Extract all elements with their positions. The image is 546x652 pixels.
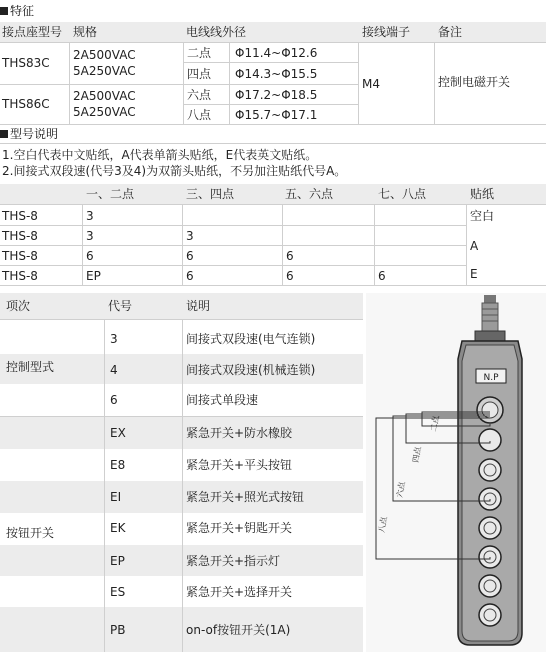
codes-group-control: 控制型式	[6, 360, 55, 374]
model-row1-sticker: 空白	[470, 209, 495, 223]
features-model-ths86c: THS86C	[2, 97, 50, 111]
codes-code-6: 6	[110, 393, 118, 407]
model-header-78: 七、八点	[378, 187, 427, 201]
features-heading: 特征	[0, 2, 34, 20]
model-row4-56: 6	[286, 269, 294, 283]
model-row2-12: 3	[86, 229, 94, 243]
codes-desc-e8: 紧急开关+平头按钮	[186, 458, 293, 472]
model-row4-34: 6	[186, 269, 194, 283]
model-row1-type: THS-8	[2, 209, 38, 223]
codes-code-ep: EP	[110, 554, 125, 568]
codes-desc-3: 间接式双段速(电气连锁)	[186, 332, 316, 346]
model-row1-12: 3	[86, 209, 94, 223]
model-row3-12: 6	[86, 249, 94, 263]
features-spec-1b: 5A250VAC	[73, 64, 136, 78]
features-spec-2b: 5A250VAC	[73, 105, 136, 119]
model-row4-sticker: E	[470, 267, 478, 281]
model-row4-type: THS-8	[2, 269, 38, 283]
push-button-icon-1	[479, 429, 501, 451]
model-row4-12: EP	[86, 269, 101, 283]
features-header-spec: 规格	[73, 25, 98, 39]
codes-header-row	[0, 293, 363, 319]
codes-code-4: 4	[110, 363, 118, 377]
codes-code-ei: EI	[110, 490, 122, 504]
features-model-ths83c: THS83C	[2, 56, 50, 70]
features-spec-1a: 2A500VAC	[73, 48, 136, 62]
features-diam-8: Φ15.7~Φ17.1	[235, 108, 318, 122]
features-points-6: 六点	[187, 88, 212, 102]
model-row2-34: 3	[186, 229, 194, 243]
codes-code-e8: E8	[110, 458, 126, 472]
features-remark-value: 控制电磁开关	[438, 75, 511, 89]
model-row2-type: THS-8	[2, 229, 38, 243]
model-note-1: 1.空白代表中文贴纸，A代表单箭头贴纸，E代表英文贴纸。	[2, 148, 318, 162]
codes-group-button: 按钮开关	[6, 526, 55, 540]
push-button-icon-2	[479, 459, 501, 481]
push-button-icon-4	[479, 517, 501, 539]
codes-desc-4: 间接式双段速(机械连锁)	[186, 363, 316, 377]
label-4-points: 四点	[411, 446, 423, 464]
model-row3-56: 6	[286, 249, 294, 263]
features-points-2: 二点	[187, 46, 212, 60]
features-points-4: 四点	[187, 67, 212, 81]
codes-header-desc: 说明	[186, 299, 211, 313]
features-header-terminal: 接线端子	[362, 25, 411, 39]
model-header-56: 五、六点	[285, 187, 334, 201]
label-6-points: 六点	[395, 481, 407, 499]
codes-code-ex: EX	[110, 426, 126, 440]
model-row3-34: 6	[186, 249, 194, 263]
codes-desc-ek: 紧急开关+钥匙开关	[186, 521, 293, 535]
square-bullet-icon	[0, 130, 8, 138]
features-diam-2: Φ11.4~Φ12.6	[235, 46, 318, 60]
square-bullet-icon	[0, 7, 8, 15]
label-8-points: 八点	[377, 516, 389, 534]
model-header-34: 三、四点	[186, 187, 235, 201]
features-header-remark: 备注	[438, 25, 463, 39]
codes-desc-pb: on-of按钮开关(1A)	[186, 623, 291, 637]
pendant-diagram	[366, 293, 546, 652]
codes-desc-ei: 紧急开关+照光式按钮	[186, 490, 305, 504]
push-button-icon-6	[479, 575, 501, 597]
model-header-sticker: 贴纸	[470, 187, 495, 201]
codes-desc-es: 紧急开关+选择开关	[186, 585, 293, 599]
features-diam-6: Φ17.2~Φ18.5	[235, 88, 318, 102]
push-button-icon-7	[479, 604, 501, 626]
model-row3-type: THS-8	[2, 249, 38, 263]
features-header-model: 接点座型号	[2, 25, 63, 39]
label-2-points: 二点	[429, 415, 441, 433]
codes-code-ek: EK	[110, 521, 126, 535]
codes-desc-6: 间接式单段速	[186, 393, 259, 407]
codes-desc-ep: 紧急开关+指示灯	[186, 554, 281, 568]
model-note-2: 2.间接式双段速(代号3及4)为双箭头贴纸，不另加注贴纸代号A。	[2, 164, 347, 178]
model-desc-heading: 型号说明	[0, 125, 58, 143]
codes-header-code: 代号	[108, 299, 133, 313]
features-spec-2a: 2A500VAC	[73, 89, 136, 103]
codes-header-item: 项次	[6, 299, 31, 313]
codes-desc-ex: 紧急开关+防水橡胶	[186, 426, 293, 440]
features-diam-4: Φ14.3~Φ15.5	[235, 67, 318, 81]
features-terminal-value: M4	[362, 77, 380, 91]
np-badge: N.P	[483, 373, 499, 383]
model-row3-sticker: A	[470, 239, 479, 253]
codes-code-3: 3	[110, 332, 118, 346]
model-row4-78: 6	[378, 269, 386, 283]
codes-code-pb: PB	[110, 623, 126, 637]
model-header-12: 一、二点	[86, 187, 135, 201]
model-header-row	[0, 184, 546, 204]
features-points-8: 八点	[187, 108, 212, 122]
codes-code-es: ES	[110, 585, 126, 599]
features-header-diam: 电线线外径	[186, 25, 247, 39]
